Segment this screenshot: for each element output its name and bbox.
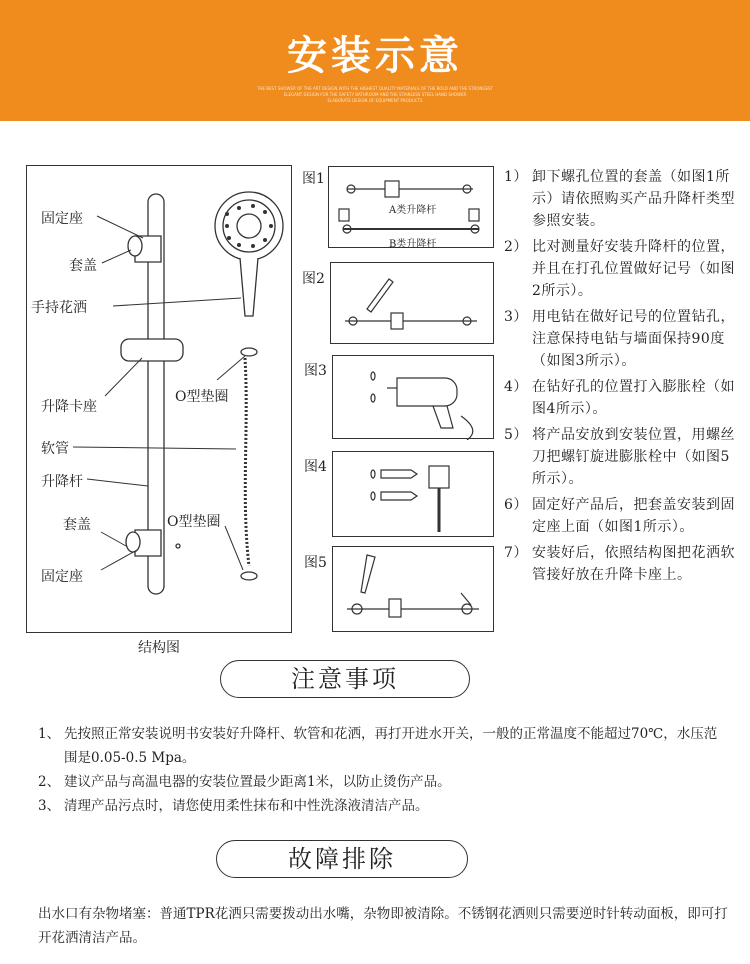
fig5-box xyxy=(332,546,494,632)
fine-print-line: THE BEST SHOWER OF THE ART DESIGN WITH THE HIGHEST QUALITY MATERIALS OF THE BOLD AND THE STRONGEST xyxy=(257,86,493,91)
step-item xyxy=(504,376,739,420)
structure-diagram xyxy=(26,165,292,633)
notice-item xyxy=(38,770,728,794)
anchor-plug-icon xyxy=(381,470,417,478)
installation-steps xyxy=(504,166,739,590)
nozzle-dot xyxy=(225,224,229,228)
header-banner xyxy=(0,0,750,121)
cover-left xyxy=(339,209,349,221)
drill-mark xyxy=(371,394,375,402)
fig2-box xyxy=(330,262,494,344)
leader-line xyxy=(105,358,142,396)
fig1-label: 图1 xyxy=(302,171,325,187)
label-rail: 升降杆 xyxy=(41,474,83,490)
cover-top-shape xyxy=(128,236,142,256)
fig3-label: 图3 xyxy=(304,363,327,379)
label-fixed-seat-bottom: 固定座 xyxy=(41,569,83,585)
cover-bottom-shape xyxy=(126,532,140,552)
label-slider: 升降卡座 xyxy=(41,399,97,415)
fig1-box xyxy=(328,166,494,248)
step-number: 6） xyxy=(504,497,528,513)
hole-mark xyxy=(371,492,375,500)
leader-line xyxy=(97,216,143,238)
leader-line xyxy=(87,479,148,486)
notice-item xyxy=(38,794,728,818)
label-hand-shower: 手持花洒 xyxy=(31,300,87,316)
notice-item xyxy=(38,722,728,770)
fig2-label: 图2 xyxy=(302,271,325,287)
notice-number: 1、 xyxy=(38,726,61,742)
label-fixed-seat-top: 固定座 xyxy=(41,211,83,227)
label-cover-top: 套盖 xyxy=(69,258,97,274)
fig1-sub-a: A类升降杆 xyxy=(389,205,437,216)
nozzle-dot xyxy=(251,204,255,208)
fig2-slider xyxy=(391,313,403,329)
hole-mark xyxy=(371,470,375,478)
step-number: 1） xyxy=(504,169,528,185)
step-text: 固定好产品后，把套盖安装到固定座上面（如图1所示）。 xyxy=(532,497,735,535)
slider-a xyxy=(385,181,399,197)
page-title: 安装示意 xyxy=(287,33,463,79)
screw-dot xyxy=(176,544,180,548)
drill-icon xyxy=(397,378,457,406)
drill-cord xyxy=(461,416,473,440)
nozzle-dot xyxy=(263,210,267,214)
notice-text: 先按照正常安装说明书安装好升降杆、软管和花洒，再打开进水开关，一般的正常温度不能超过70℃，水压范围是0.05-0.5 Mpa。 xyxy=(64,726,718,766)
nozzle-dot xyxy=(237,243,241,247)
notice-number: 3、 xyxy=(38,798,61,814)
leader-line xyxy=(225,526,243,570)
shower-handle-shape xyxy=(240,258,258,316)
oring-bottom-shape xyxy=(241,572,257,580)
label-cover-bottom: 套盖 xyxy=(63,517,91,533)
step-item xyxy=(504,166,739,232)
step-text: 安装好后，依照结构图把花洒软管接好放在升降卡座上。 xyxy=(532,545,735,583)
fine-print-line: ELABORATE DESIGN OF EQUIPMENT PRODUCTS xyxy=(327,98,423,103)
screwdriver-icon xyxy=(361,555,375,593)
fine-print-line: ELEGANT DESIGN FOR THE SAFETY BATHROOM AND THE STAINLESS STEEL HAND SHOWER xyxy=(283,92,467,97)
fig5-slider xyxy=(389,599,401,617)
leader-line xyxy=(217,356,245,380)
nozzle-dot xyxy=(269,224,273,228)
step-text: 比对测量好安装升降杆的位置，并且在打孔位置做好记号（如图2所示）。 xyxy=(532,239,735,299)
oring-top-shape xyxy=(241,348,257,356)
fig2-illustration xyxy=(331,263,495,345)
cover-right xyxy=(469,209,479,221)
label-hose: 软管 xyxy=(41,441,69,457)
nozzle-dot xyxy=(251,244,255,248)
step-number: 4） xyxy=(504,379,528,395)
fig5-illustration xyxy=(333,547,495,633)
drill-mark xyxy=(371,372,375,380)
step-number: 2） xyxy=(504,239,528,255)
label-oring-bottom: O型垫圈 xyxy=(167,514,221,530)
notice-number: 2、 xyxy=(38,774,61,790)
hammer-head-icon xyxy=(429,466,449,488)
fig3-illustration xyxy=(333,356,495,440)
step-item xyxy=(504,306,739,372)
anchor-plug-icon xyxy=(381,492,417,500)
step-item xyxy=(504,542,739,586)
troubleshoot-heading: 故障排除 xyxy=(216,840,468,878)
step-number: 5） xyxy=(504,427,528,443)
fig1-sub-b: B类升降杆 xyxy=(389,239,437,250)
step-text: 将产品安放到安装位置，用螺丝刀把螺钉旋进膨胀栓中（如图5所示）。 xyxy=(532,427,735,487)
step-text: 用电钻在做好记号的位置钻孔，注意保持电钻与墙面保持90度（如图3所示）。 xyxy=(532,309,735,369)
pencil-icon xyxy=(367,279,393,312)
notice-text: 清理产品污点时，请您使用柔性抹布和中性洗涤液清洁产品。 xyxy=(64,798,429,814)
step-number: 7） xyxy=(504,545,528,561)
troubleshoot-text: 出水口有杂物堵塞：普通TPR花洒只需要拨动出水嘴，杂物即被清除。不锈钢花洒则只需要逆时针转动面板，即可打开花洒清洁产品。 xyxy=(38,906,728,946)
leader-line xyxy=(113,298,241,306)
step-text: 卸下螺孔位置的套盖（如图1所示）请依照购买产品升降杆类型参照安装。 xyxy=(532,169,735,229)
step-number: 3） xyxy=(504,309,528,325)
hose-shape xyxy=(245,358,249,566)
leader-line xyxy=(101,532,126,546)
step-item xyxy=(504,236,739,302)
fig4-label: 图4 xyxy=(304,459,327,475)
fig3-box xyxy=(332,355,494,439)
fig4-box xyxy=(332,451,494,537)
drill-handle xyxy=(433,406,453,428)
leader-line xyxy=(101,550,137,570)
structure-caption: 结构图 xyxy=(138,640,180,656)
fig4-illustration xyxy=(333,452,495,538)
step-item xyxy=(504,494,739,538)
nozzle-dot xyxy=(225,212,229,216)
notice-heading: 注意事项 xyxy=(220,660,470,698)
slider-shape xyxy=(121,339,183,361)
header-fine-print xyxy=(200,86,550,104)
step-text: 在钻好孔的位置打入膨胀栓（如图4所示）。 xyxy=(532,379,735,417)
fig5-screw xyxy=(461,593,471,605)
step-item xyxy=(504,424,739,490)
nozzle-dot xyxy=(227,236,231,240)
label-oring-top: O型垫圈 xyxy=(175,389,229,405)
nozzle-dot xyxy=(237,206,241,210)
notice-list xyxy=(38,722,728,818)
nozzle-dot xyxy=(263,238,267,242)
fig5-label: 图5 xyxy=(304,555,327,571)
leader-line xyxy=(102,250,131,263)
notice-text: 建议产品与高温电器的安装位置最少距离1米，以防止烫伤产品。 xyxy=(64,774,451,790)
